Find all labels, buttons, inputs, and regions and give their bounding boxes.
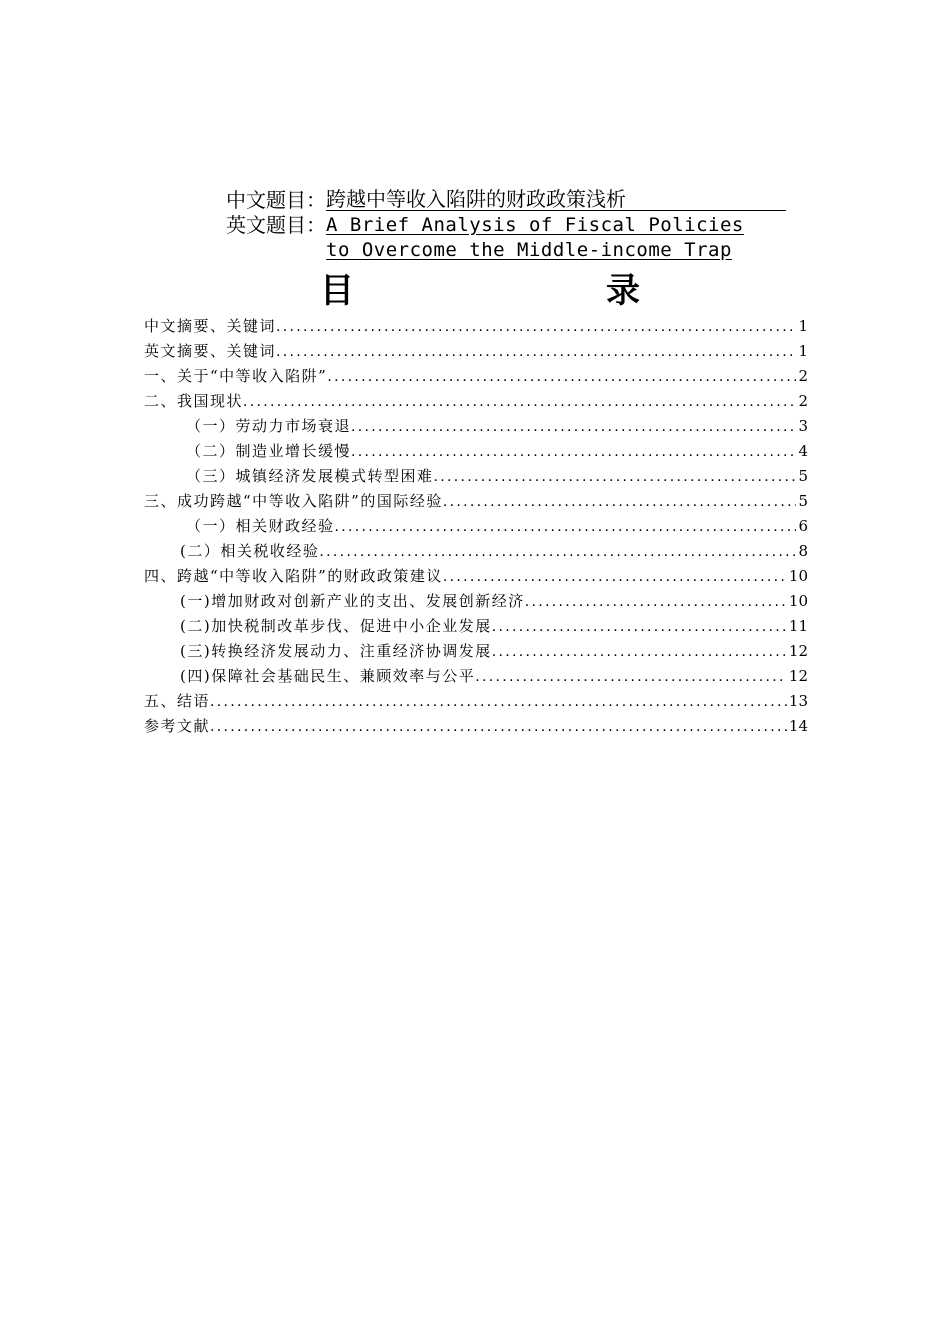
toc-entry-text: 二、我国现状 (144, 392, 244, 410)
toc-leader-dots (351, 440, 796, 465)
toc-heading (290, 266, 670, 316)
chinese-title-value: 跨越中等收入陷阱的财政政策浅析 (326, 188, 786, 211)
toc-heading-right: 录 (606, 271, 640, 311)
toc-entry-page: 5 (798, 467, 808, 485)
table-of-contents (144, 314, 808, 739)
english-title-line-2: to Overcome the Middle-income Trap (326, 239, 732, 261)
chinese-title-row (226, 188, 786, 213)
toc-leader-dots (443, 565, 787, 590)
toc-entry[interactable] (144, 339, 808, 364)
toc-leader-dots (276, 340, 796, 365)
toc-subentry[interactable] (144, 664, 808, 689)
toc-entry[interactable] (144, 714, 808, 739)
toc-entry-page: 10 (788, 592, 808, 610)
toc-entry[interactable] (144, 564, 808, 589)
toc-entry-text: 一、关于“中等收入陷阱” (144, 367, 328, 385)
toc-entry[interactable] (144, 689, 808, 714)
toc-entry-page: 3 (798, 417, 808, 435)
toc-entry-page: 6 (798, 517, 808, 535)
english-title-line-1: A Brief Analysis of Fiscal Policies (326, 214, 744, 236)
toc-entry-page: 12 (788, 667, 808, 685)
toc-entry-text: 五、结语 (144, 692, 211, 710)
toc-entry-text: （一）劳动力市场衰退 (186, 417, 352, 435)
toc-leader-dots (243, 390, 796, 415)
toc-leader-dots (335, 515, 797, 540)
toc-entry-text: 四、跨越“中等收入陷阱”的财政政策建议 (144, 567, 443, 585)
toc-entry[interactable] (144, 489, 808, 514)
toc-entry-page: 12 (788, 642, 808, 660)
toc-subentry[interactable] (144, 414, 808, 439)
toc-entry-text: (一)增加财政对创新产业的支出、发展创新经济 (180, 592, 525, 610)
toc-leader-dots (492, 615, 787, 640)
toc-entry-page: 13 (788, 692, 808, 710)
english-title-value (326, 213, 786, 263)
chinese-title-label: 中文题目： (226, 188, 326, 212)
english-title-row (226, 213, 786, 263)
toc-leader-dots (351, 415, 796, 440)
toc-subentry[interactable] (144, 439, 808, 464)
toc-entry-page: 5 (798, 492, 808, 510)
toc-entry-page: 8 (798, 542, 808, 560)
toc-subentry[interactable] (144, 514, 808, 539)
toc-leader-dots (492, 640, 787, 665)
toc-leader-dots (443, 490, 797, 515)
toc-leader-dots (276, 315, 796, 340)
toc-entry-page: 4 (798, 442, 808, 460)
toc-entry[interactable] (144, 389, 808, 414)
toc-entry-text: 三、成功跨越“中等收入陷阱”的国际经验 (144, 492, 443, 510)
toc-entry-text: 参考文献 (144, 717, 211, 735)
toc-entry-text: （一）相关财政经验 (186, 517, 335, 535)
toc-entry-text: (二）相关税收经验 (180, 542, 320, 560)
toc-leader-dots (525, 590, 787, 615)
toc-leader-dots (210, 715, 787, 740)
toc-entry-text: (三)转换经济发展动力、注重经济协调发展 (180, 642, 492, 660)
toc-subentry[interactable] (144, 614, 808, 639)
title-block (226, 188, 786, 263)
toc-entry-page: 1 (798, 317, 808, 335)
toc-subentry[interactable] (144, 589, 808, 614)
toc-entry-page: 10 (788, 567, 808, 585)
toc-entry-page: 2 (798, 367, 808, 385)
toc-entry-page: 2 (798, 392, 808, 410)
toc-subentry[interactable] (144, 464, 808, 489)
toc-entry-text: (四)保障社会基础民生、兼顾效率与公平 (180, 667, 476, 685)
toc-entry-text: （三）城镇经济发展模式转型困难 (186, 467, 434, 485)
toc-entry-text: (二)加快税制改革步伐、促进中小企业发展 (180, 617, 492, 635)
toc-leader-dots (327, 365, 796, 390)
toc-entry-text: 中文摘要、关键词 (144, 317, 277, 335)
toc-entry-page: 1 (798, 342, 808, 360)
toc-entry-page: 14 (788, 717, 808, 735)
english-title-label: 英文题目： (226, 213, 326, 237)
toc-entry[interactable] (144, 314, 808, 339)
toc-entry-text: 英文摘要、关键词 (144, 342, 277, 360)
toc-entry[interactable] (144, 364, 808, 389)
toc-entry-text: （二）制造业增长缓慢 (186, 442, 352, 460)
toc-entry-page: 11 (788, 617, 808, 635)
toc-leader-dots (475, 665, 787, 690)
toc-leader-dots (210, 690, 787, 715)
toc-subentry[interactable] (144, 539, 808, 564)
toc-subentry[interactable] (144, 639, 808, 664)
toc-heading-left: 目 (320, 271, 354, 311)
toc-leader-dots (434, 465, 797, 490)
toc-leader-dots (319, 540, 796, 565)
